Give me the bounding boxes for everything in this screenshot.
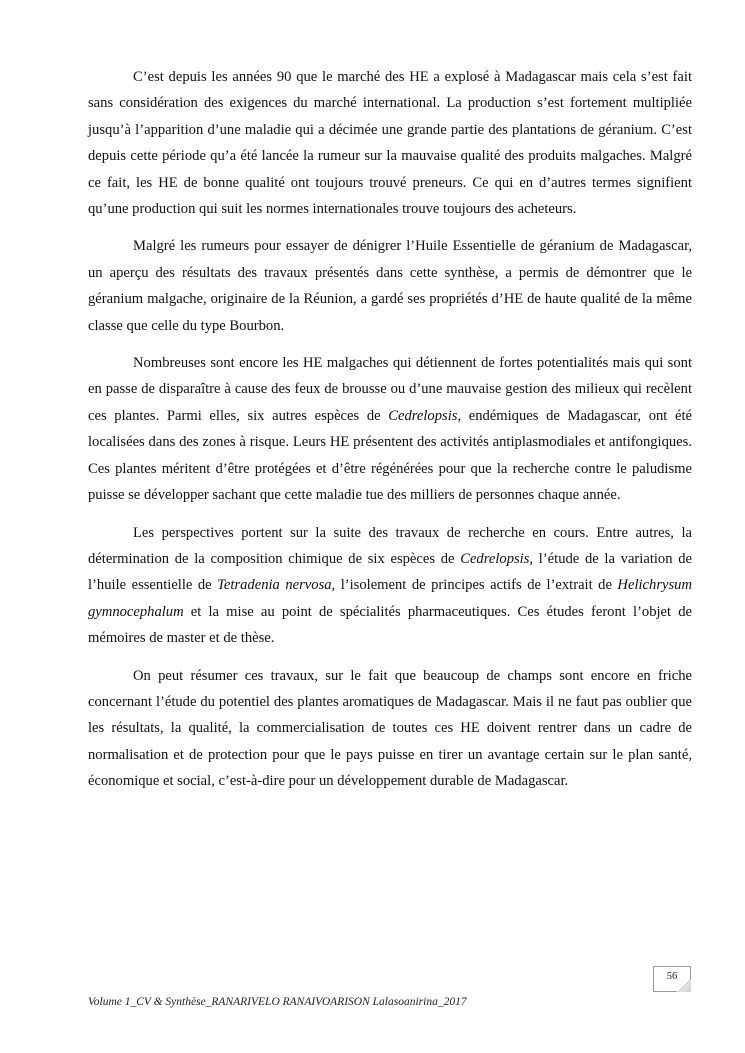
text-segment: et la mise au point de spécialités pharmaceutiques. Ces études feront l’objet de mémoires de master et de thèse. <box>88 603 692 647</box>
text-segment: Nombreuses sont encore les HE malgaches qui détiennent de fortes potentialités mais qui sont en passe de disparaître à cause des feux de brousse ou d’une mauvaise gestion des milieux qui recèlent ces plantes. Parmi elles, six autres espèces de <box>88 355 692 424</box>
text-segment: , l’étude de la variation de l’huile essentielle de <box>88 550 692 594</box>
page-number: 56 <box>653 966 691 992</box>
species-name: Tetradenia nervosa <box>217 577 332 594</box>
paragraph-5 <box>88 663 692 795</box>
paragraph-4 <box>88 520 692 652</box>
paragraph-2 <box>88 233 692 339</box>
text-segment: Les perspectives portent sur la suite des travaux de recherche en cours. Entre autres, la détermination de la composition chimique de six espèces de <box>88 524 692 567</box>
text-segment: , endémiques de Madagascar, ont été localisées dans des zones à risque. Leurs HE présentent des activités antiplasmodiales et antifongiques. Ces plantes méritent d’être protégées et d’être régénérées pour que la recherche contre le paludisme puisse se développer sachant que cette maladie tue des milliers de personnes chaque année. <box>88 407 693 504</box>
paragraph-3 <box>88 350 692 508</box>
species-name: Cedrelopsis <box>460 550 530 567</box>
footer-text: Volume 1_CV & Synthèse_RANARIVELO RANAIVOARISON Lalasoanirina_2017 <box>88 996 467 1008</box>
body-text <box>88 64 692 806</box>
species-name: Helichrysum gymnocephalum <box>88 577 692 620</box>
text-segment: , l’isolement de principes actifs de l’extrait de <box>331 577 618 594</box>
paragraph-1 <box>88 64 692 222</box>
text-segment: On peut résumer ces travaux, sur le fait que beaucoup de champs sont encore en friche concernant l’étude du potentiel des plantes aromatiques de Madagascar. Mais il ne faut pas oublier que les résultats, la qualité, la commercialisation de toutes ces HE doivent rentrer dans un cadre de normalisation et de protection pour que le pays puisse en tirer un avantage certain sur le plan santé, économique et social, c’est-à-dire pour un développement durable de Madagascar. <box>88 667 692 790</box>
text-segment: C’est depuis les années 90 que le marché des HE a explosé à Madagascar mais cela s’est fait sans considération des exigences du marché international. La production s’est fortement multipliée jusqu’à l’apparition d’une maladie qui a décimée une grande partie des plantations de géranium. C’est depuis cette période qu’a été lancée la rumeur sur la mauvaise qualité des produits malgaches. Malgré ce fait, les HE de bonne qualité ont toujours trouvé preneurs. Ce qui en d’autres termes signifient qu’une production qui suit les normes internationales trouve toujours des acheteurs. <box>88 69 692 218</box>
text-segment: Malgré les rumeurs pour essayer de dénigrer l’Huile Essentielle de géranium de Madagascar, un aperçu des résultats des travaux présentés dans cette synthèse, a permis de démontrer que le géranium malgache, originaire de la Réunion, a gardé ses propriétés d’HE de haute qualité de la même classe que celle du type Bourbon. <box>88 238 692 334</box>
page-curl-icon <box>677 980 691 992</box>
species-name: Cedrelopsis <box>388 407 458 424</box>
